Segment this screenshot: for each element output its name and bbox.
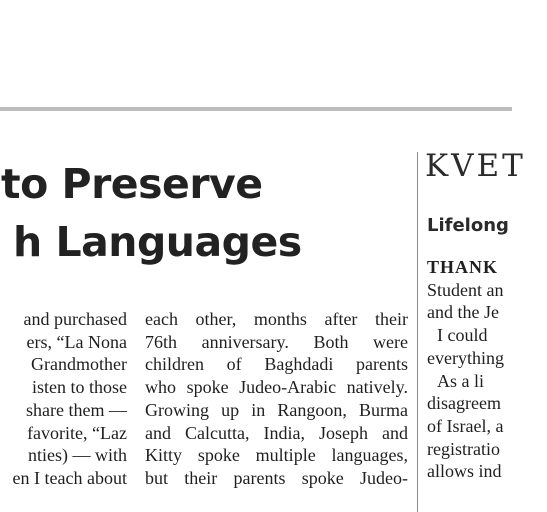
text-line: favorite, “Laz <box>27 422 127 443</box>
text-line: THANK <box>427 257 499 277</box>
text-line: Student an <box>427 279 504 300</box>
text-line: en I teach about <box>12 467 127 488</box>
right-text-column <box>427 256 547 483</box>
text-line: each other, months after their <box>145 309 408 329</box>
text-line: and the Je <box>427 302 499 323</box>
text-line: everything <box>427 347 504 368</box>
column-subhead: Lifelong <box>427 215 509 236</box>
text-line: of Israel, a <box>427 415 504 436</box>
text-line: I could <box>437 325 488 346</box>
text-line: Grandmother <box>31 354 127 375</box>
text-line: nties) — with <box>28 445 127 466</box>
text-line: and purchased <box>23 309 127 329</box>
left-text-column <box>0 308 127 490</box>
text-line: Kitty spoke multiple languages, <box>145 445 408 466</box>
headline-line-1: to Preserve <box>1 160 263 208</box>
text-line: 76th anniversary. Both were <box>145 331 408 352</box>
text-line: registratio <box>427 438 500 459</box>
text-line: ers, “La Nona <box>26 331 127 352</box>
column-divider-rule <box>417 152 418 512</box>
middle-text-column <box>145 308 408 490</box>
text-line: and Calcutta, India, Joseph and <box>145 422 408 443</box>
text-line: disagreem <box>427 393 501 414</box>
text-line: As a li <box>437 370 484 391</box>
text-line: allows ind <box>427 461 502 482</box>
top-divider-rule <box>0 107 512 111</box>
text-line: share them — <box>26 399 127 420</box>
headline-line-2: h Languages <box>13 218 302 266</box>
text-line: but their parents spoke Judeo- <box>145 467 408 488</box>
text-line: who spoke Judeo-Arabic natively. <box>145 377 408 398</box>
text-line: isten to those <box>32 377 127 398</box>
column-title: KVET <box>425 148 526 184</box>
text-line: children of Baghdadi parents <box>145 354 408 375</box>
text-line: Growing up in Rangoon, Burma <box>145 399 408 420</box>
